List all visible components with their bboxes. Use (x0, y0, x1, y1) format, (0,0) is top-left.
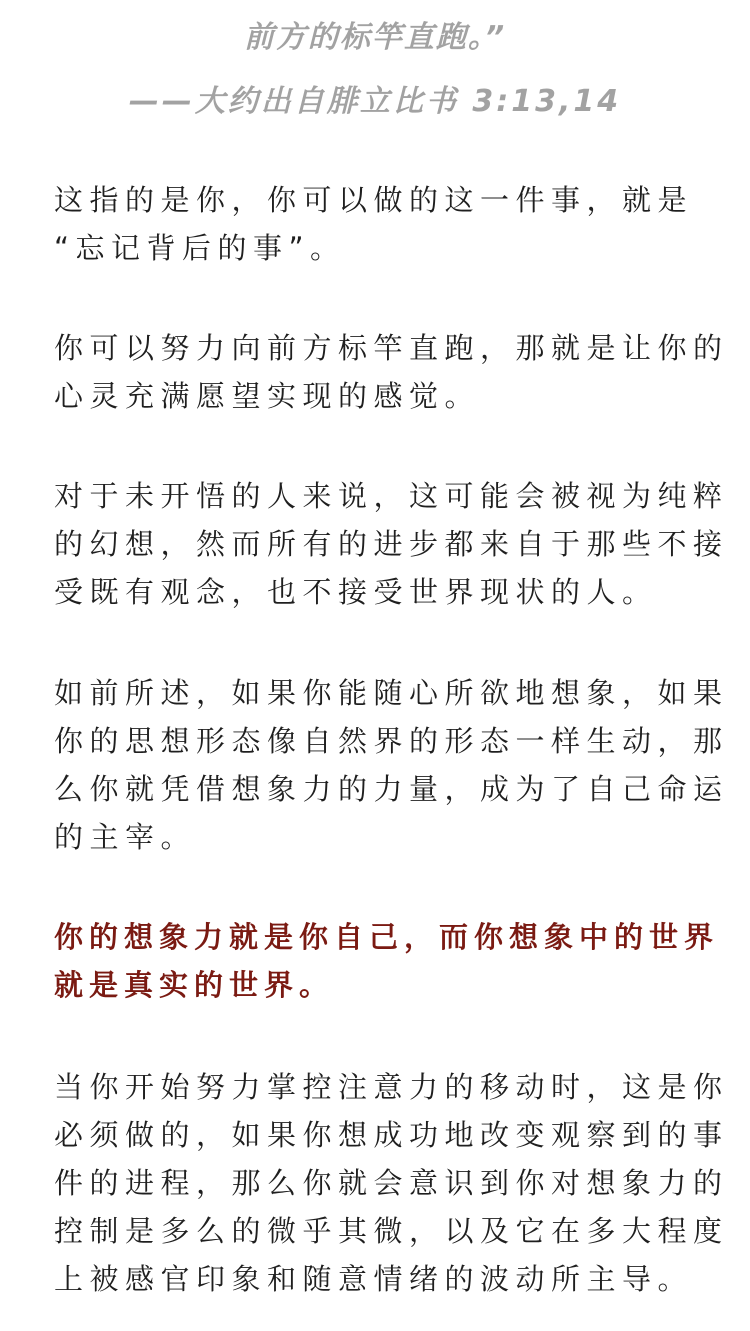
paragraph-line: 心灵充满愿望实现的感觉。 (54, 379, 481, 413)
paragraph-line: 受既有观念，也不接受世界现状的人。 (54, 575, 658, 609)
paragraph-line: 对于未开悟的人来说，这可能会被视为纯粹 (54, 479, 729, 513)
highlight-line: 就是真实的世界。 (54, 968, 335, 1002)
quote-text: 前方的标竿直跑。” (243, 20, 507, 55)
paragraph-line: 你可以努力向前方标竿直跑，那就是让你的 (54, 331, 729, 365)
paragraph-line: 这指的是你，你可以做的这一件事，就是 (54, 183, 694, 217)
highlight-line: 你的想象力就是你自己，而你想象中的世界 (54, 920, 720, 954)
paragraph-line: “忘记背后的事”。 (54, 231, 346, 265)
paragraph-1 (54, 176, 699, 272)
paragraph-line: 你的思想形态像自然界的形态一样生动，那 (54, 724, 729, 758)
paragraph-line: 的主宰。 (54, 820, 197, 854)
paragraph-6 (54, 1063, 729, 1303)
paragraph-4 (54, 669, 729, 861)
quote-citation: ——大约出自腓立比书 3:13,14 (128, 84, 622, 119)
paragraph-line: 如前所述，如果你能随心所欲地想象，如果 (54, 676, 729, 710)
paragraph-2 (54, 324, 729, 420)
paragraph-line: 么你就凭借想象力的力量，成为了自己命运 (54, 772, 729, 806)
paragraph-line: 的幻想，然而所有的进步都来自于那些不接 (54, 527, 729, 561)
highlight-paragraph (54, 913, 720, 1009)
paragraph-line: 件的进程，那么你就会意识到你对想象力的 (54, 1166, 729, 1200)
paragraph-3 (54, 472, 729, 616)
paragraph-line: 当你开始努力掌控注意力的移动时，这是你 (54, 1070, 729, 1104)
paragraph-line: 控制是多么的微乎其微，以及它在多大程度 (54, 1214, 729, 1248)
paragraph-line: 必须做的，如果你想成功地改变观察到的事 (54, 1118, 729, 1152)
paragraph-line: 上被感官印象和随意情绪的波动所主导。 (54, 1262, 694, 1296)
